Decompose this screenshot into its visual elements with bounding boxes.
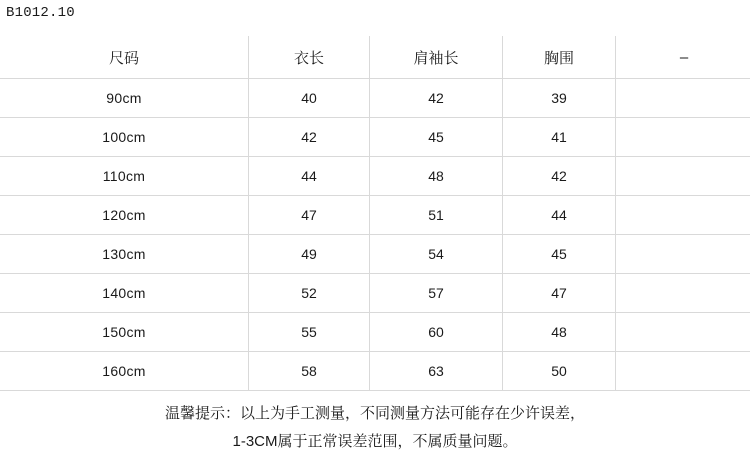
cell-shoulder-sleeve: 60 <box>370 313 503 352</box>
cell-extra <box>616 196 750 235</box>
cell-extra <box>616 274 750 313</box>
cell-extra <box>616 118 750 157</box>
cell-shoulder-sleeve: 54 <box>370 235 503 274</box>
size-table-body <box>0 79 750 391</box>
cell-length: 58 <box>249 352 370 391</box>
cell-bust: 50 <box>503 352 616 391</box>
measurement-note-line-1: 温馨提示：以上为手工测量，不同测量方法可能存在少许误差， <box>164 405 585 422</box>
cell-bust: 44 <box>503 196 616 235</box>
cell-shoulder-sleeve: 63 <box>370 352 503 391</box>
cell-shoulder-sleeve: 48 <box>370 157 503 196</box>
product-code: B1012.10 <box>6 5 75 21</box>
cell-extra <box>616 235 750 274</box>
column-header-extra: – <box>616 36 750 79</box>
table-header-row <box>0 36 750 79</box>
cell-size: 90cm <box>0 79 249 118</box>
cell-shoulder-sleeve: 57 <box>370 274 503 313</box>
cell-size: 110cm <box>0 157 249 196</box>
cell-shoulder-sleeve: 42 <box>370 79 503 118</box>
column-header-length: 衣长 <box>249 36 370 79</box>
table-row <box>0 313 750 352</box>
size-table-header <box>0 36 750 79</box>
table-row <box>0 118 750 157</box>
cell-length: 42 <box>249 118 370 157</box>
cell-length: 55 <box>249 313 370 352</box>
cell-length: 49 <box>249 235 370 274</box>
table-row <box>0 79 750 118</box>
cell-length: 44 <box>249 157 370 196</box>
cell-size: 140cm <box>0 274 249 313</box>
table-row <box>0 196 750 235</box>
measurement-note-line-2: 1-3CM属于正常误差范围，不属质量问题。 <box>232 433 518 450</box>
cell-bust: 39 <box>503 79 616 118</box>
cell-bust: 47 <box>503 274 616 313</box>
cell-shoulder-sleeve: 45 <box>370 118 503 157</box>
size-chart <box>0 36 750 391</box>
cell-bust: 48 <box>503 313 616 352</box>
cell-extra <box>616 313 750 352</box>
cell-bust: 45 <box>503 235 616 274</box>
cell-extra <box>616 79 750 118</box>
cell-length: 52 <box>249 274 370 313</box>
cell-size: 130cm <box>0 235 249 274</box>
cell-length: 40 <box>249 79 370 118</box>
cell-extra <box>616 352 750 391</box>
size-table <box>0 36 750 391</box>
cell-size: 120cm <box>0 196 249 235</box>
table-row <box>0 157 750 196</box>
column-header-size: 尺码 <box>0 36 249 79</box>
cell-extra <box>616 157 750 196</box>
table-row <box>0 352 750 391</box>
cell-bust: 42 <box>503 157 616 196</box>
table-row <box>0 274 750 313</box>
cell-size: 150cm <box>0 313 249 352</box>
table-row <box>0 235 750 274</box>
cell-shoulder-sleeve: 51 <box>370 196 503 235</box>
measurement-note <box>0 400 750 456</box>
cell-length: 47 <box>249 196 370 235</box>
column-header-bust: 胸围 <box>503 36 616 79</box>
cell-size: 100cm <box>0 118 249 157</box>
cell-size: 160cm <box>0 352 249 391</box>
column-header-shoulder-sleeve: 肩袖长 <box>370 36 503 79</box>
cell-bust: 41 <box>503 118 616 157</box>
